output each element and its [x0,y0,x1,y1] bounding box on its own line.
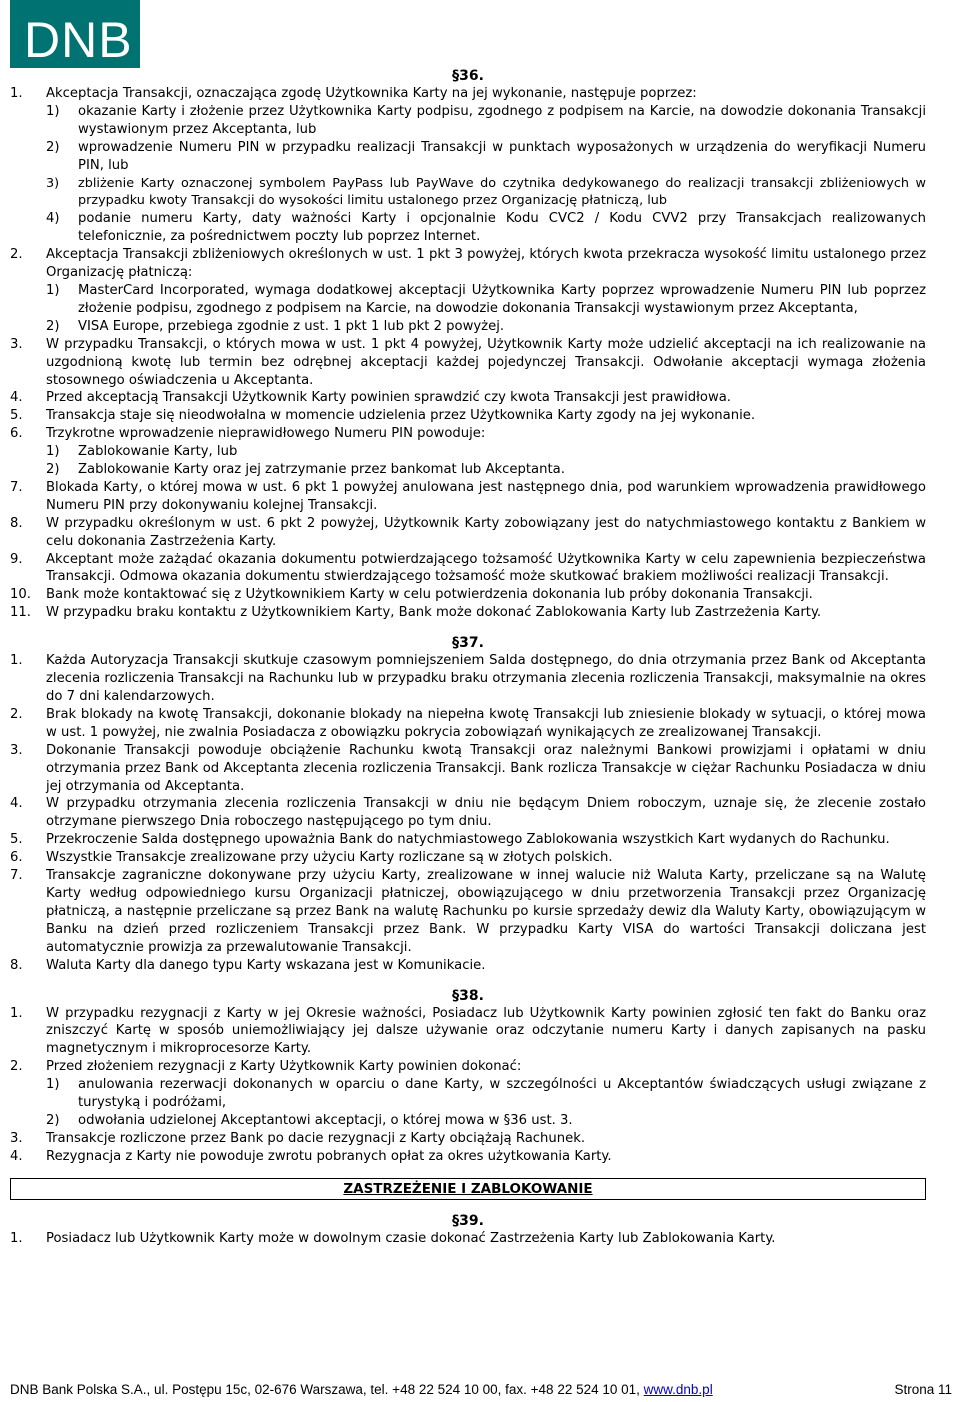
paragraph-number: 5. [10,832,23,848]
sub-point-text: VISA Europe, przebiega zgodnie z ust. 1 pkt 1 lub pkt 2 powyżej. [78,318,505,334]
sub-point-number: 1) [46,1077,60,1093]
sub-point [46,282,926,318]
paragraph-number: 11. [10,605,31,621]
sub-point-number: 2) [46,1112,60,1128]
sub-point [46,1112,926,1130]
paragraph-number: 3. [10,1130,23,1146]
paragraph [10,1148,926,1166]
paragraph-text: Transakcja staje się nieodwołalna w momencie udzielenia przez Użytkownika Karty zgody na jej wykonanie. [46,408,756,424]
sub-point-text: okazanie Karty i złożenie przez Użytkownika Karty podpisu, zgodnego z podpisem na Karcie, na dowodzie dokonania Transakcji wystawionym przez Akceptanta, lub [78,103,926,137]
sub-point-number: 1) [46,444,60,460]
paragraph-number: 8. [10,957,23,973]
paragraph-body [46,849,926,867]
paragraph-number: 5. [10,408,23,424]
sub-point-number: 2) [46,139,60,155]
paragraph-text: Dokonanie Transakcji powoduje obciążenie Rachunku kwotą Transakcji oraz należnymi Bankowi prowizjami i opłatami w dniu otrzymania przez Bank od Akceptanta zlecenia rozliczenia Transakcji. Bank rozlicza Transakcje w ciężar Rachunku Posiadacza w dniu jej otrzymania od Akceptanta. [46,742,926,794]
paragraph-number: 1. [10,1230,23,1246]
paragraph [10,551,926,587]
paragraph-body [46,586,926,604]
paragraph [10,425,926,479]
paragraph-body [46,1005,926,1059]
paragraph-body [46,551,926,587]
paragraph-body [46,336,926,390]
document-body [10,67,926,1248]
paragraph-text: Brak blokady na kwotę Transakcji, dokonanie blokady na niepełna kwotę Transakcji lub zniesienie blokady w sytuacji, o której mowa w ust. 1 powyżej, nie zwalnia Posiadacza z obowiązku pokrycia zobowiązań wynikających ze zrealizowanej Transakcji. [46,706,926,740]
paragraph [10,586,926,604]
paragraph-body [46,706,926,742]
paragraph-text: Transakcje zagraniczne dokonywane przy użyciu Karty, zrealizowane w innej walucie niż Waluta Karty, przeliczane są na Walutę Karty według odpowiedniego kursu Organizacji płatniczej, obowiązującego w dniu przetworzenia Transakcji przez Organizację płatniczą, a następnie przeliczane są przez Bank na walutę Rachunku po kursie sprzedaży dewiz dla Waluty Karty, obowiązującym w Banku na dzień przed rozliczeniem Transakcji przez Bank. W przypadku Karty VISA do wartości Transakcji doliczana jest automatycznie prowizja za przewalutowanie Transakcji. [46,868,926,955]
paragraph [10,706,926,742]
paragraph-body [46,389,926,407]
sub-point-number: 3) [46,175,60,191]
sub-point [46,461,926,479]
sub-point-text: odwołania udzielonej Akceptantowi akceptacji, o której mowa w §36 ust. 3. [78,1112,573,1128]
paragraph-text: W przypadku określonym w ust. 6 pkt 2 powyżej, Użytkownik Karty zobowiązany jest do natychmiastowego kontaktu z Bankiem w celu dokonania Zastrzeżenia Karty. [46,515,926,549]
paragraph-text: Wszystkie Transakcje zrealizowane przy użyciu Karty rozliczane są w złotych polskich. [46,850,613,866]
sub-point-text: Zablokowanie Karty, lub [78,444,238,460]
section-title: §39. [452,1212,484,1229]
paragraph-number: 2. [10,1059,23,1075]
paragraph-text: Transakcje rozliczone przez Bank po dacie rezygnacji z Karty obciążają Rachunek. [46,1130,586,1146]
paragraph-number: 1. [10,653,23,669]
sub-point-number: 1) [46,103,60,119]
paragraph-text: Rezygnacja z Karty nie powoduje zwrotu pobranych opłat za okres użytkowania Karty. [46,1148,612,1164]
paragraph [10,867,926,957]
paragraph-text: Akceptacja Transakcji, oznaczająca zgodę Użytkownika Karty na jej wykonanie, następuje poprzez: [46,86,697,101]
paragraph [10,1058,926,1130]
sub-point [46,1076,926,1112]
paragraph [10,849,926,867]
sub-point-text: zbliżenie Karty oznaczonej symbolem PayPass lub PayWave do czytnika dedykowanego do realizacji transakcji zbliżeniowych w przypadku kwoty Transakcji do wysokości limitu ustalonego przez Organizację płatniczą, lub [78,175,926,209]
paragraph-body [46,652,926,706]
paragraph-text: W przypadku braku kontaktu z Użytkownikiem Karty, Bank może dokonać Zablokowania Karty lub Zastrzeżenia Karty. [46,605,822,621]
sub-point [46,175,926,211]
sub-point [46,318,926,336]
sub-point-text: wprowadzenie Numeru PIN w przypadku realizacji Transakcji w punktach wyposażonych w urządzenia do weryfikacji Numeru PIN, lub [78,139,926,173]
paragraph [10,515,926,551]
section-title: §38. [452,987,484,1004]
section-heading-banner: ZASTRZEŻENIE I ZABLOKOWANIE [10,1178,926,1200]
paragraph-number: 4. [10,796,23,812]
paragraph-body [46,1058,926,1130]
sub-point-number: 4) [46,211,60,227]
paragraph [10,246,926,336]
paragraph-number: 7. [10,479,23,495]
paragraph [10,742,926,796]
paragraph-text: Każda Autoryzacja Transakcji skutkuje czasowym pomniejszeniem Salda dostępnego, do dnia otrzymania przez Bank od Akceptanta zlecenia rozliczenia Transakcji na Rachunku lub w przypadku braku otrzymania zlecenia rozliczenia Transakcji, maksymalnie na okres do 7 dni kalendarzowych. [46,653,926,704]
paragraph [10,831,926,849]
paragraph-body [46,1130,926,1148]
paragraph-text: Bank może kontaktować się z Użytkownikiem Karty w celu potwierdzenia dokonania lub próby dokonania Transakcji. [46,587,813,603]
sub-point-number: 1) [46,282,60,298]
paragraph-number: 4. [10,1148,23,1164]
paragraph-body [46,831,926,849]
paragraph-number: 6. [10,426,23,442]
paragraph-body [46,742,926,796]
paragraph-text: Blokada Karty, o której mowa w ust. 6 pkt 1 powyżej anulowana jest następnego dnia, pod warunkiem wprowadzenia prawidłowego Numeru PIN przy dokonywaniu kolejnej Transakcji. [46,479,926,513]
footer-website-link[interactable]: www.dnb.pl [643,1382,713,1397]
paragraph [10,1005,926,1059]
paragraph-text: Akceptacja Transakcji zbliżeniowych określonych w ust. 1 pkt 3 powyżej, których kwota przekracza wysokość limitu ustalonego przez Organizację płatniczą: [46,247,926,281]
paragraph-text: Przed akceptacją Transakcji Użytkownik Karty powinien sprawdzić czy kwota Transakcji jest prawidłowa. [46,390,731,406]
sub-point [46,139,926,175]
section-title: §36. [452,68,484,84]
paragraph-body [46,867,926,957]
paragraph-body [46,1230,926,1248]
paragraph-text: Przed złożeniem rezygnacji z Karty Użytkownik Karty powinien dokonać: [46,1059,522,1075]
paragraph-body [46,425,926,479]
paragraph [10,336,926,390]
paragraph-number: 10. [10,587,31,603]
paragraph-body [46,85,926,246]
paragraph [10,1130,926,1148]
paragraph-number: 7. [10,868,23,884]
paragraph-body [46,795,926,831]
paragraph-number: 2. [10,247,23,263]
paragraph-body [46,1148,926,1166]
footer-address: DNB Bank Polska S.A., ul. Postępu 15c, 02-676 Warszawa, tel. +48 22 524 10 00, fax. +48 22 524 10 01, www.dnb.pl [10,1382,713,1397]
section-39 [10,1212,926,1248]
sub-point-text: podanie numeru Karty, daty ważności Karty i opcjonalnie Kodu CVC2 / Kodu CVV2 przy Transakcjach realizowanych telefonicznie, za pośrednictwem poczty lub poprzez Internet. [78,211,926,245]
section-title: §37. [452,635,484,652]
sub-point-text: anulowania rezerwacji dokonanych w oparciu o dane Karty, w szczególności u Akceptantów świadczących usługi związane z turystyką i podróżami, [78,1077,926,1111]
paragraph-text: W przypadku rezygnacji z Karty w jej Okresie ważności, Posiadacz lub Użytkownik Karty powinien zgłosić ten fakt do Banku oraz zniszczyć Kartę w sposób uniemożliwiający jej dalsze używanie oraz odczytanie numeru Karty i danych zapisanych na pasku magnetycznym i mikroprocesorze Karty. [46,1005,926,1057]
sub-point-text: MasterCard Incorporated, wymaga dodatkowej akceptacji Użytkownika Karty poprzez wprowadzenie Numeru PIN lub poprzez złożenie podpisu, zgodnego z podpisem na Karcie, na dowodzie dokonania Transakcji wystawionym przez Akceptanta, [78,282,926,316]
paragraph [10,407,926,425]
paragraph [10,652,926,706]
paragraph-number: 8. [10,515,23,531]
dnb-logo: DNB [10,0,140,68]
sub-point [46,210,926,246]
sub-point [46,103,926,139]
paragraph-text: Przekroczenie Salda dostępnego upoważnia Bank do natychmiastowego Zablokowania wszystkich Kart wydanych do Rachunku. [46,832,890,848]
sections [10,67,926,1166]
paragraph-number: 3. [10,336,23,352]
paragraph-text: W przypadku Transakcji, o których mowa w ust. 1 pkt 4 powyżej, Użytkownik Karty może udzielić akceptacji na ich realizowanie na uzgodnioną kwotę lub termin bez odrębnej akceptacji każdej pojedynczej Transakcji. Odwołanie akceptacji wymaga złożenia stosownego oświadczenia u Akceptanta. [46,336,926,388]
paragraph-number: 6. [10,850,23,866]
paragraph-number: 3. [10,742,23,758]
paragraph-body [46,407,926,425]
paragraph [10,479,926,515]
sub-point-number: 2) [46,462,60,478]
paragraph [10,957,926,975]
paragraph-text: W przypadku otrzymania zlecenia rozliczenia Transakcji w dniu nie będącym Dniem roboczym, uznaje się, że zlecenie zostało otrzymane pierwszego Dnia roboczego następującego po tym dniu. [46,796,926,830]
sub-point-number: 2) [46,318,60,334]
paragraph-number: 4. [10,390,23,406]
paragraph [10,85,926,246]
paragraph-text: Trzykrotne wprowadzenie nieprawidłowego Numeru PIN powoduje: [46,426,486,442]
paragraph-body [46,604,926,622]
paragraph [10,1230,926,1248]
paragraph-body [46,246,926,336]
paragraph [10,604,926,622]
sub-point [46,443,926,461]
sub-point-text: Zablokowanie Karty oraz jej zatrzymanie przez bankomat lub Akceptanta. [78,462,565,478]
paragraph-number: 9. [10,551,23,567]
paragraph-text: Waluta Karty dla danego typu Karty wskazana jest w Komunikacie. [46,957,486,973]
paragraph-number: 1. [10,1005,23,1021]
paragraph-number: 2. [10,706,23,722]
paragraph-text: Akceptant może zażądać okazania dokumentu potwierdzającego tożsamość Użytkownika Karty w celu zapewnienia bezpieczeństwa Transakcji. Odmowa okazania dokumentu stwierdzającego tożsamość może skutkować brakiem możliwości realizacji Transakcji. [46,551,926,585]
paragraph-number: 1. [10,86,23,101]
paragraph-body [46,479,926,515]
paragraph-body [46,515,926,551]
paragraph-text: Posiadacz lub Użytkownik Karty może w dowolnym czasie dokonać Zastrzeżenia Karty lub Zablokowania Karty. [46,1230,776,1246]
paragraph-body [46,957,926,975]
page-number: Strona 11 [894,1382,952,1397]
paragraph [10,795,926,831]
paragraph [10,389,926,407]
